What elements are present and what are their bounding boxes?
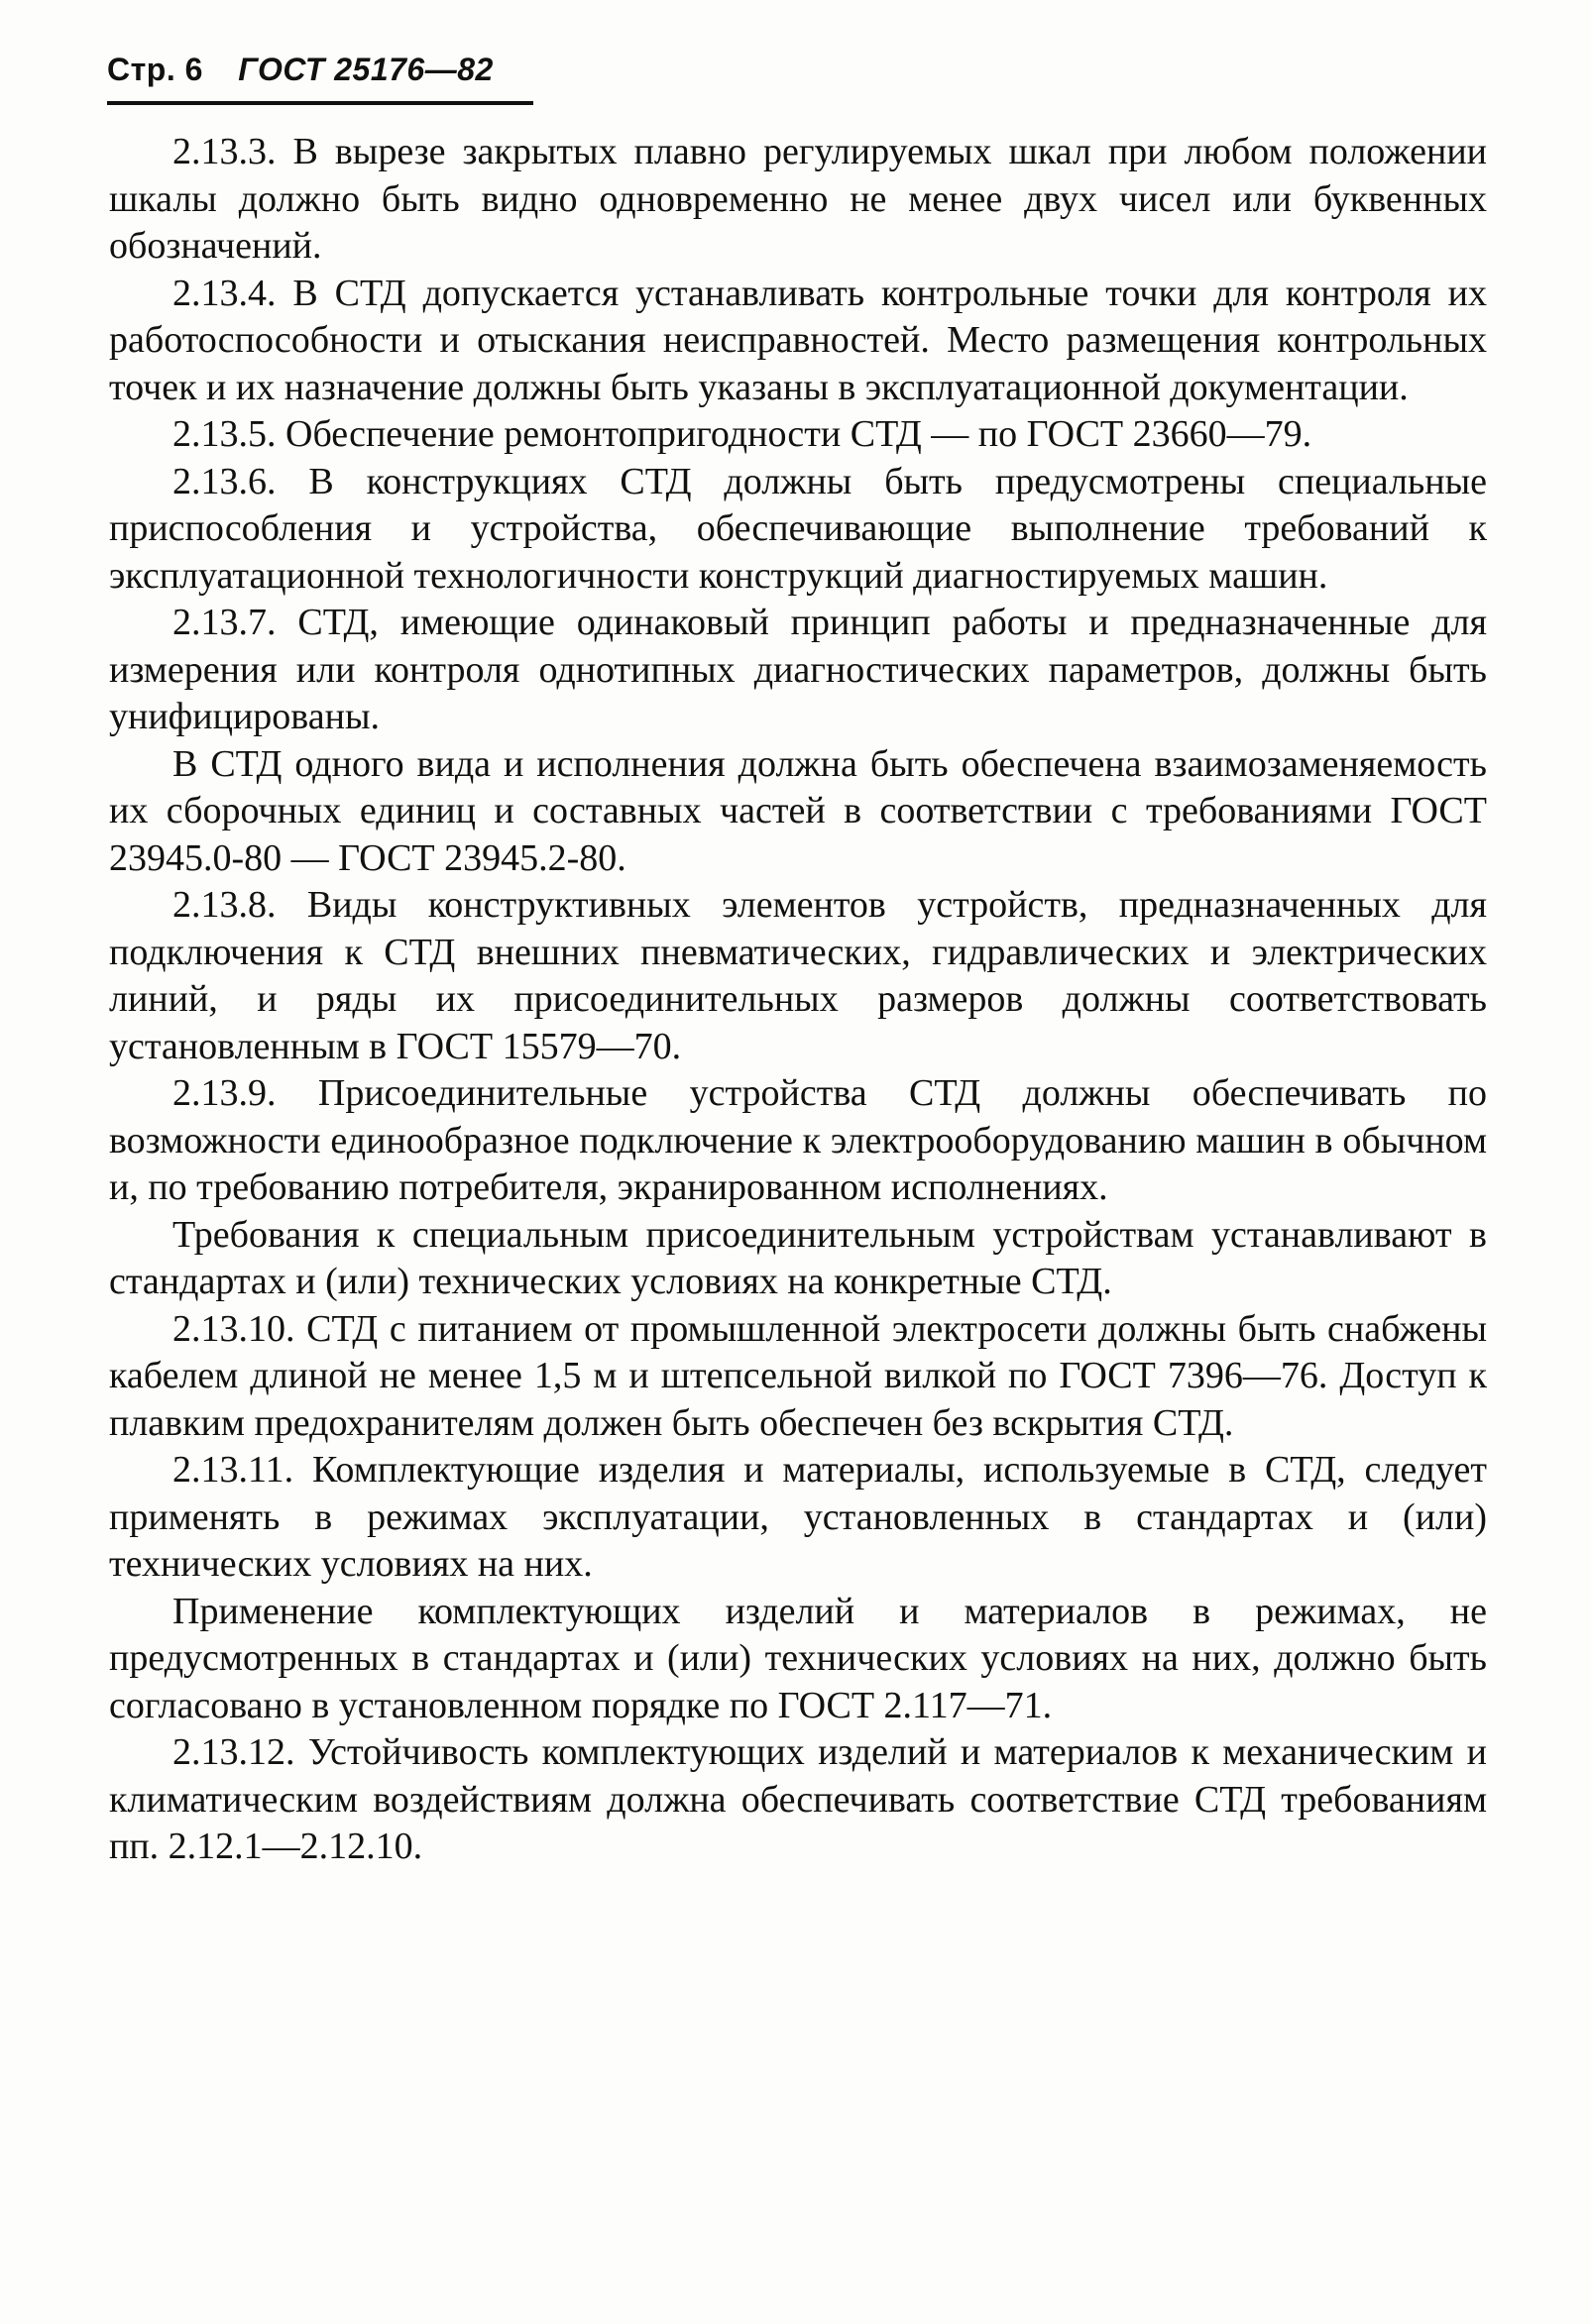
paragraph-2-13-7: 2.13.7. СТД, имеющие одинаковый принцип работы и предназначенные для измерения или контроля однотипных диагностических параметров, должны быть унифицированы. bbox=[109, 602, 1487, 737]
header-rule bbox=[107, 101, 533, 105]
paragraph-2-13-10: 2.13.10. СТД с питанием от промышленной электросети должны быть снабжены кабелем длиной не менее 1,5 м и штепсельной вилкой по ГОСТ 7396—76. Доступ к плавким предохранителям должен быть обеспечен без вскрытия СТД. bbox=[109, 1307, 1487, 1444]
paragraph-special-devices: Требования к специальным присоединительным устройствам устанавливают в стандартах и (или) технических условиях на конкретные СТД. bbox=[109, 1213, 1487, 1302]
running-header bbox=[107, 52, 494, 88]
paragraph-2-13-3: 2.13.3. В вырезе закрытых плавно регулируемых шкал при любом положении шкалы должно быть видно одновременно не менее двух чисел или буквенных обозначений. bbox=[109, 131, 1487, 267]
paragraph-2-13-8: 2.13.8. Виды конструктивных элементов устройств, предназначенных для подключения к СТД внешних пневматических, гидравлических и электрических линий, и ряды их присоединительных размеров должны соответствовать установленным в ГОСТ 15579—70. bbox=[109, 884, 1487, 1067]
paragraph-2-13-4: 2.13.4. В СТД допускается устанавливать контрольные точки для контроля их работоспособности и отыскания неисправностей. Место размещения контрольных точек и их назначение должны быть указаны в эксплуатационной документации. bbox=[109, 272, 1487, 408]
paragraph-2-13-5: 2.13.5. Обеспечение ремонтопригодности СТД — по ГОСТ 23660—79. bbox=[172, 413, 1312, 455]
paragraph-2-13-6: 2.13.6. В конструкциях СТД должны быть предусмотрены специальные приспособления и устройства, обеспечивающие выполнение требований к эксплуатационной технологичности конструкций диагностируемых машин. bbox=[109, 460, 1487, 597]
document-id: ГОСТ 25176—82 bbox=[238, 52, 494, 87]
paragraph-2-13-9: 2.13.9. Присоединительные устройства СТД должны обеспечивать по возможности единообразное подключение к электрооборудованию машин в обычном и, по требованию потребителя, экранированном исполнениях. bbox=[109, 1072, 1487, 1208]
body-text bbox=[109, 129, 1487, 1871]
paragraph-2-13-12: 2.13.12. Устойчивость комплектующих изделий и материалов к механическим и климатическим воздействиям должна обеспечивать соответствие СТД требованиям пп. 2.12.1—2.12.10. bbox=[109, 1731, 1487, 1867]
paragraph-2-13-11: 2.13.11. Комплектующие изделия и материалы, используемые в СТД, следует применять в режимах эксплуатации, установленных в стандартах и (или) технических условиях на них. bbox=[109, 1449, 1487, 1585]
page-number-label: Стр. 6 bbox=[107, 52, 203, 87]
paragraph-interchangeability: В СТД одного вида и исполнения должна быть обеспечена взаимозаменяемость их сборочных единиц и составных частей в соответствии с требованиями ГОСТ 23945.0-80 — ГОСТ 23945.2-80. bbox=[109, 742, 1487, 879]
paragraph-application-modes: Применение комплектующих изделий и материалов в режимах, не предусмотренных в стандартах и (или) технических условиях на них, должно быть согласовано в установленном порядке по ГОСТ 2.117—71. bbox=[109, 1590, 1487, 1726]
